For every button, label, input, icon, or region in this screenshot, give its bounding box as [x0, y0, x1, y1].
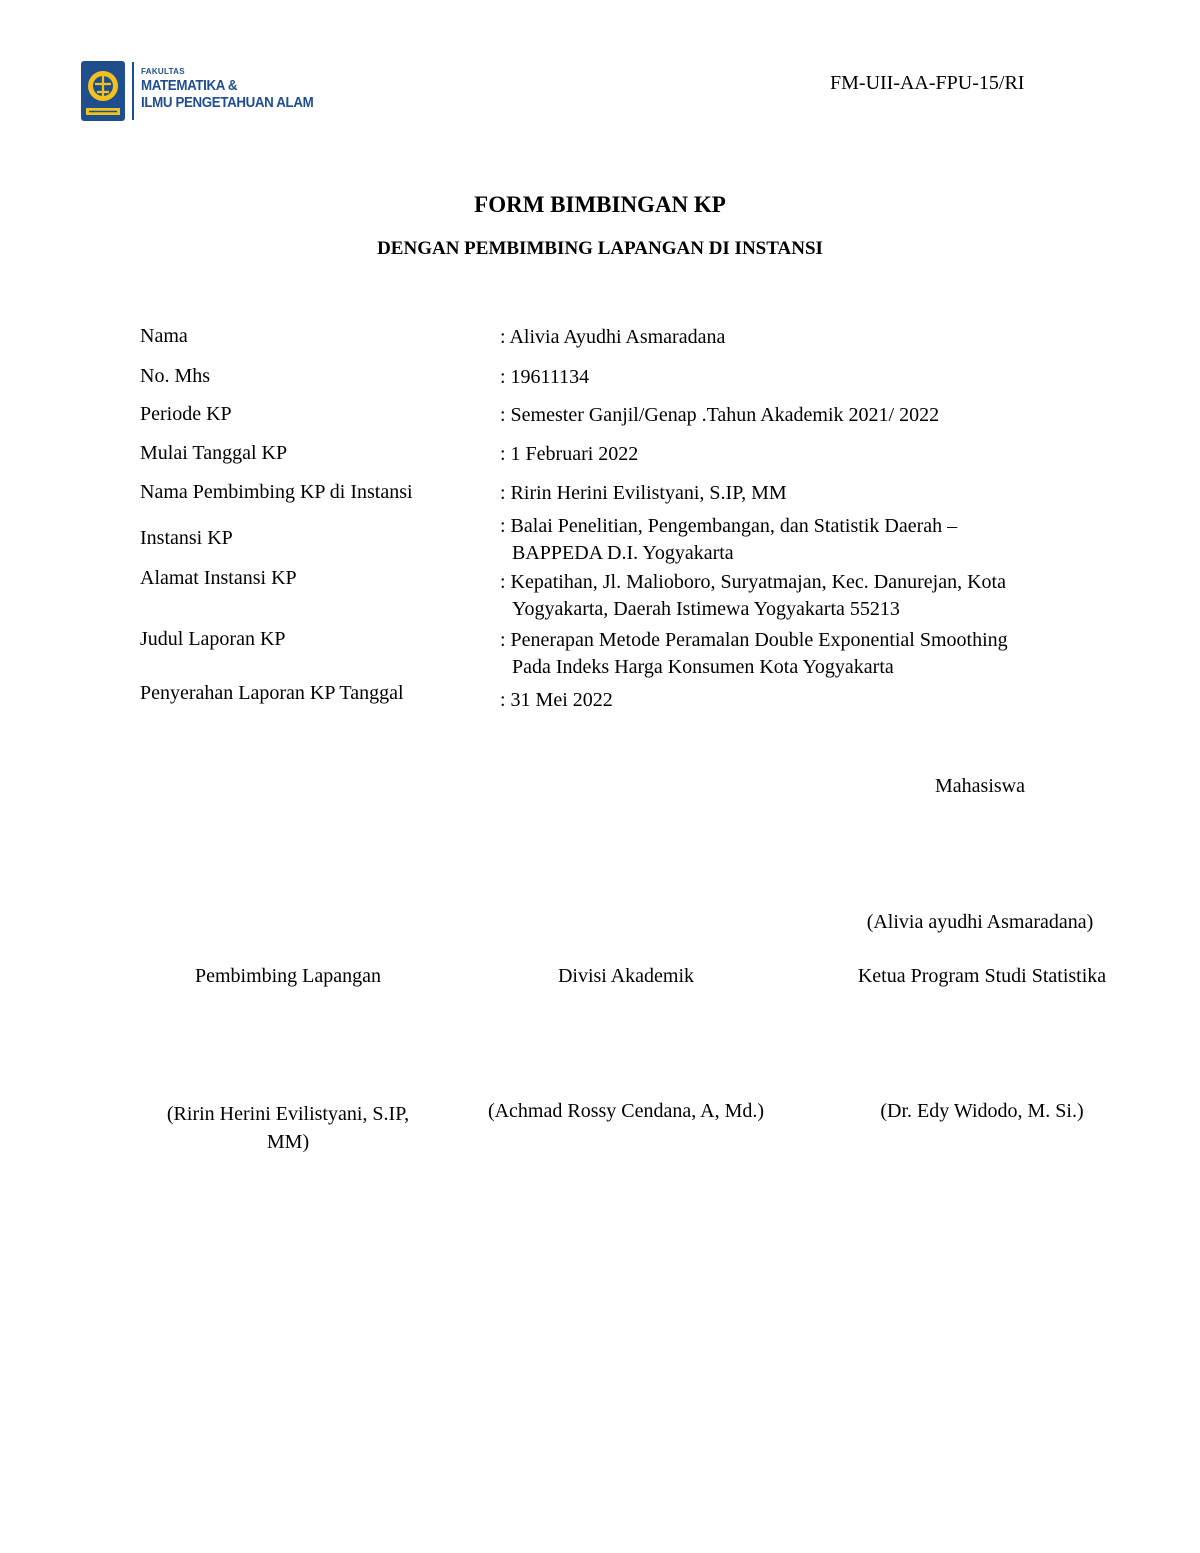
logo-text [141, 68, 328, 110]
logo-line-2: ILMU PENGETAHUAN ALAM [141, 94, 314, 111]
logo-line-1: MATEMATIKA & [141, 78, 238, 94]
field-value-nama [500, 324, 1120, 351]
field-label-instansi: Instansi KP [140, 527, 233, 549]
field-value-alamat [500, 569, 1120, 623]
field-value-line: : 1 Februari 2022 [500, 443, 639, 465]
form-subtitle: DENGAN PEMBIMBING LAPANGAN DI INSTANSI [377, 238, 823, 259]
field-label-alamat: Alamat Instansi KP [140, 567, 297, 589]
field-value-line-2: Pada Indeks Harga Konsumen Kota Yogyakarta [512, 656, 894, 678]
field-label-judul: Judul Laporan KP [140, 628, 286, 650]
field-supervisor-name-line-2: MM) [266, 1131, 310, 1153]
field-value-judul [500, 627, 1120, 681]
field-label-penyerahan: Penyerahan Laporan KP Tanggal [140, 682, 404, 704]
form-title: FORM BIMBINGAN KP [474, 192, 726, 217]
faculty-logo [80, 60, 314, 124]
field-value-line: : Penerapan Metode Peramalan Double Exponential Smoothing [500, 629, 1008, 651]
field-value-instansi [500, 513, 1120, 567]
field-supervisor-name [128, 1100, 448, 1156]
field-value-mulai-tanggal [500, 441, 1120, 468]
student-name: (Alivia ayudhi Asmaradana) [866, 911, 1094, 933]
university-emblem-icon [80, 60, 126, 122]
field-value-line: : Ririn Herini Evilistyani, S.IP, MM [500, 482, 787, 504]
academic-division-role: Divisi Akademik [557, 965, 695, 987]
field-value-line: : Kepatihan, Jl. Malioboro, Suryatmajan, Kec. Danurejan, Kota [500, 571, 1006, 593]
field-label-no-mhs: No. Mhs [140, 365, 211, 387]
field-value-line: : 31 Mei 2022 [500, 689, 613, 711]
field-value-line: : Alivia Ayudhi Asmaradana [500, 326, 726, 348]
field-value-line: : 19611134 [500, 366, 590, 388]
field-value-pembimbing [500, 480, 1120, 507]
field-supervisor-name-line-1: (Ririn Herini Evilistyani, S.IP, [166, 1103, 410, 1125]
field-label-pembimbing: Nama Pembimbing KP di Instansi [140, 481, 413, 503]
field-value-line-2: Yogyakarta, Daerah Istimewa Yogyakarta 55213 [512, 598, 900, 620]
field-value-periode [500, 402, 1120, 429]
logo-faculty: FAKULTAS [141, 67, 185, 76]
field-label-mulai-tanggal: Mulai Tanggal KP [140, 442, 288, 464]
field-value-no-mhs [500, 364, 1120, 391]
field-value-line: : Semester Ganjil/Genap .Tahun Akademik 2021/ 2022 [500, 404, 940, 426]
logo-divider [132, 62, 134, 120]
field-value-line: : Balai Penelitian, Pengembangan, dan Statistik Daerah – [500, 515, 958, 537]
program-head-role: Ketua Program Studi Statistika [857, 965, 1107, 987]
field-value-line-2: BAPPEDA D.I. Yogyakarta [512, 542, 734, 564]
field-label-nama: Nama [140, 325, 188, 347]
student-role: Mahasiswa [935, 775, 1025, 797]
academic-division-name: (Achmad Rossy Cendana, A, Md.) [487, 1100, 765, 1122]
form-code: FM-UII-AA-FPU-15/RI [830, 72, 1025, 94]
field-value-penyerahan [500, 687, 1120, 714]
field-supervisor-role: Pembimbing Lapangan [194, 965, 382, 987]
program-head-name: (Dr. Edy Widodo, M. Si.) [880, 1100, 1084, 1122]
field-label-periode: Periode KP [140, 403, 232, 425]
